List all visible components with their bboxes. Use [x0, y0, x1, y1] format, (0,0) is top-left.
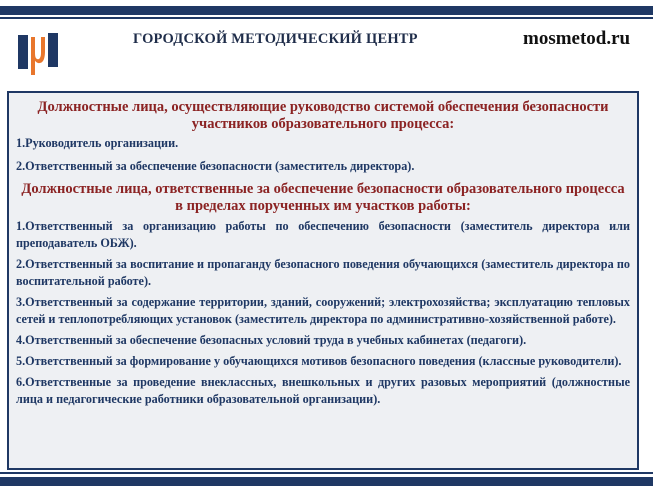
section2-item: 1.Ответственный за организацию работы по обеспечению безопасности (заместитель директора или преподаватель ОБЖ). [16, 219, 630, 250]
header-title: ГОРОДСКОЙ МЕТОДИЧЕСКИЙ ЦЕНТР [133, 31, 418, 47]
section2-item: 3.Ответственный за содержание территории, зданий, сооружений; электрохозяйства; эксплуатацию тепловых сетей и теплопотребляющих установок (заместитель директора по административно-хозяйственной работе). [16, 295, 630, 326]
section1-heading: Должностные лица, осуществляющие руководство системой обеспечения безопасности участников образовательного процесса: [37, 99, 609, 132]
top-border-line [0, 17, 653, 19]
bottom-border-bar [0, 477, 653, 486]
content-panel [7, 91, 639, 470]
bottom-border-line [0, 472, 653, 474]
site-url: mosmetod.ru [523, 28, 631, 49]
section2-item: 4.Ответственный за обеспечение безопасных условий труда в учебных кабинетах (педагоги). [16, 333, 527, 347]
section2-item: 6.Ответственные за проведение внеклассных, внешкольных и других разовых мероприятий (должностные лица и педагогические работники образовательной организации). [16, 375, 630, 406]
section2-item: 2.Ответственный за воспитание и пропаганду безопасного поведения обучающихся (заместитель директора по воспитательной работе). [16, 257, 630, 288]
section2-heading: Должностные лица, ответственные за обеспечение безопасности образовательного процесса в пределах порученных им участков работы: [21, 181, 625, 214]
top-border-bar [0, 6, 653, 15]
section2-item: 5.Ответственный за формирование у обучающихся мотивов безопасного поведения (классные руководители). [16, 354, 622, 368]
section1-item: 2.Ответственный за обеспечение безопасности (заместитель директора). [16, 159, 415, 173]
section1-item: 1.Руководитель организации. [16, 136, 179, 150]
mosmetod-logo-icon [14, 27, 60, 77]
